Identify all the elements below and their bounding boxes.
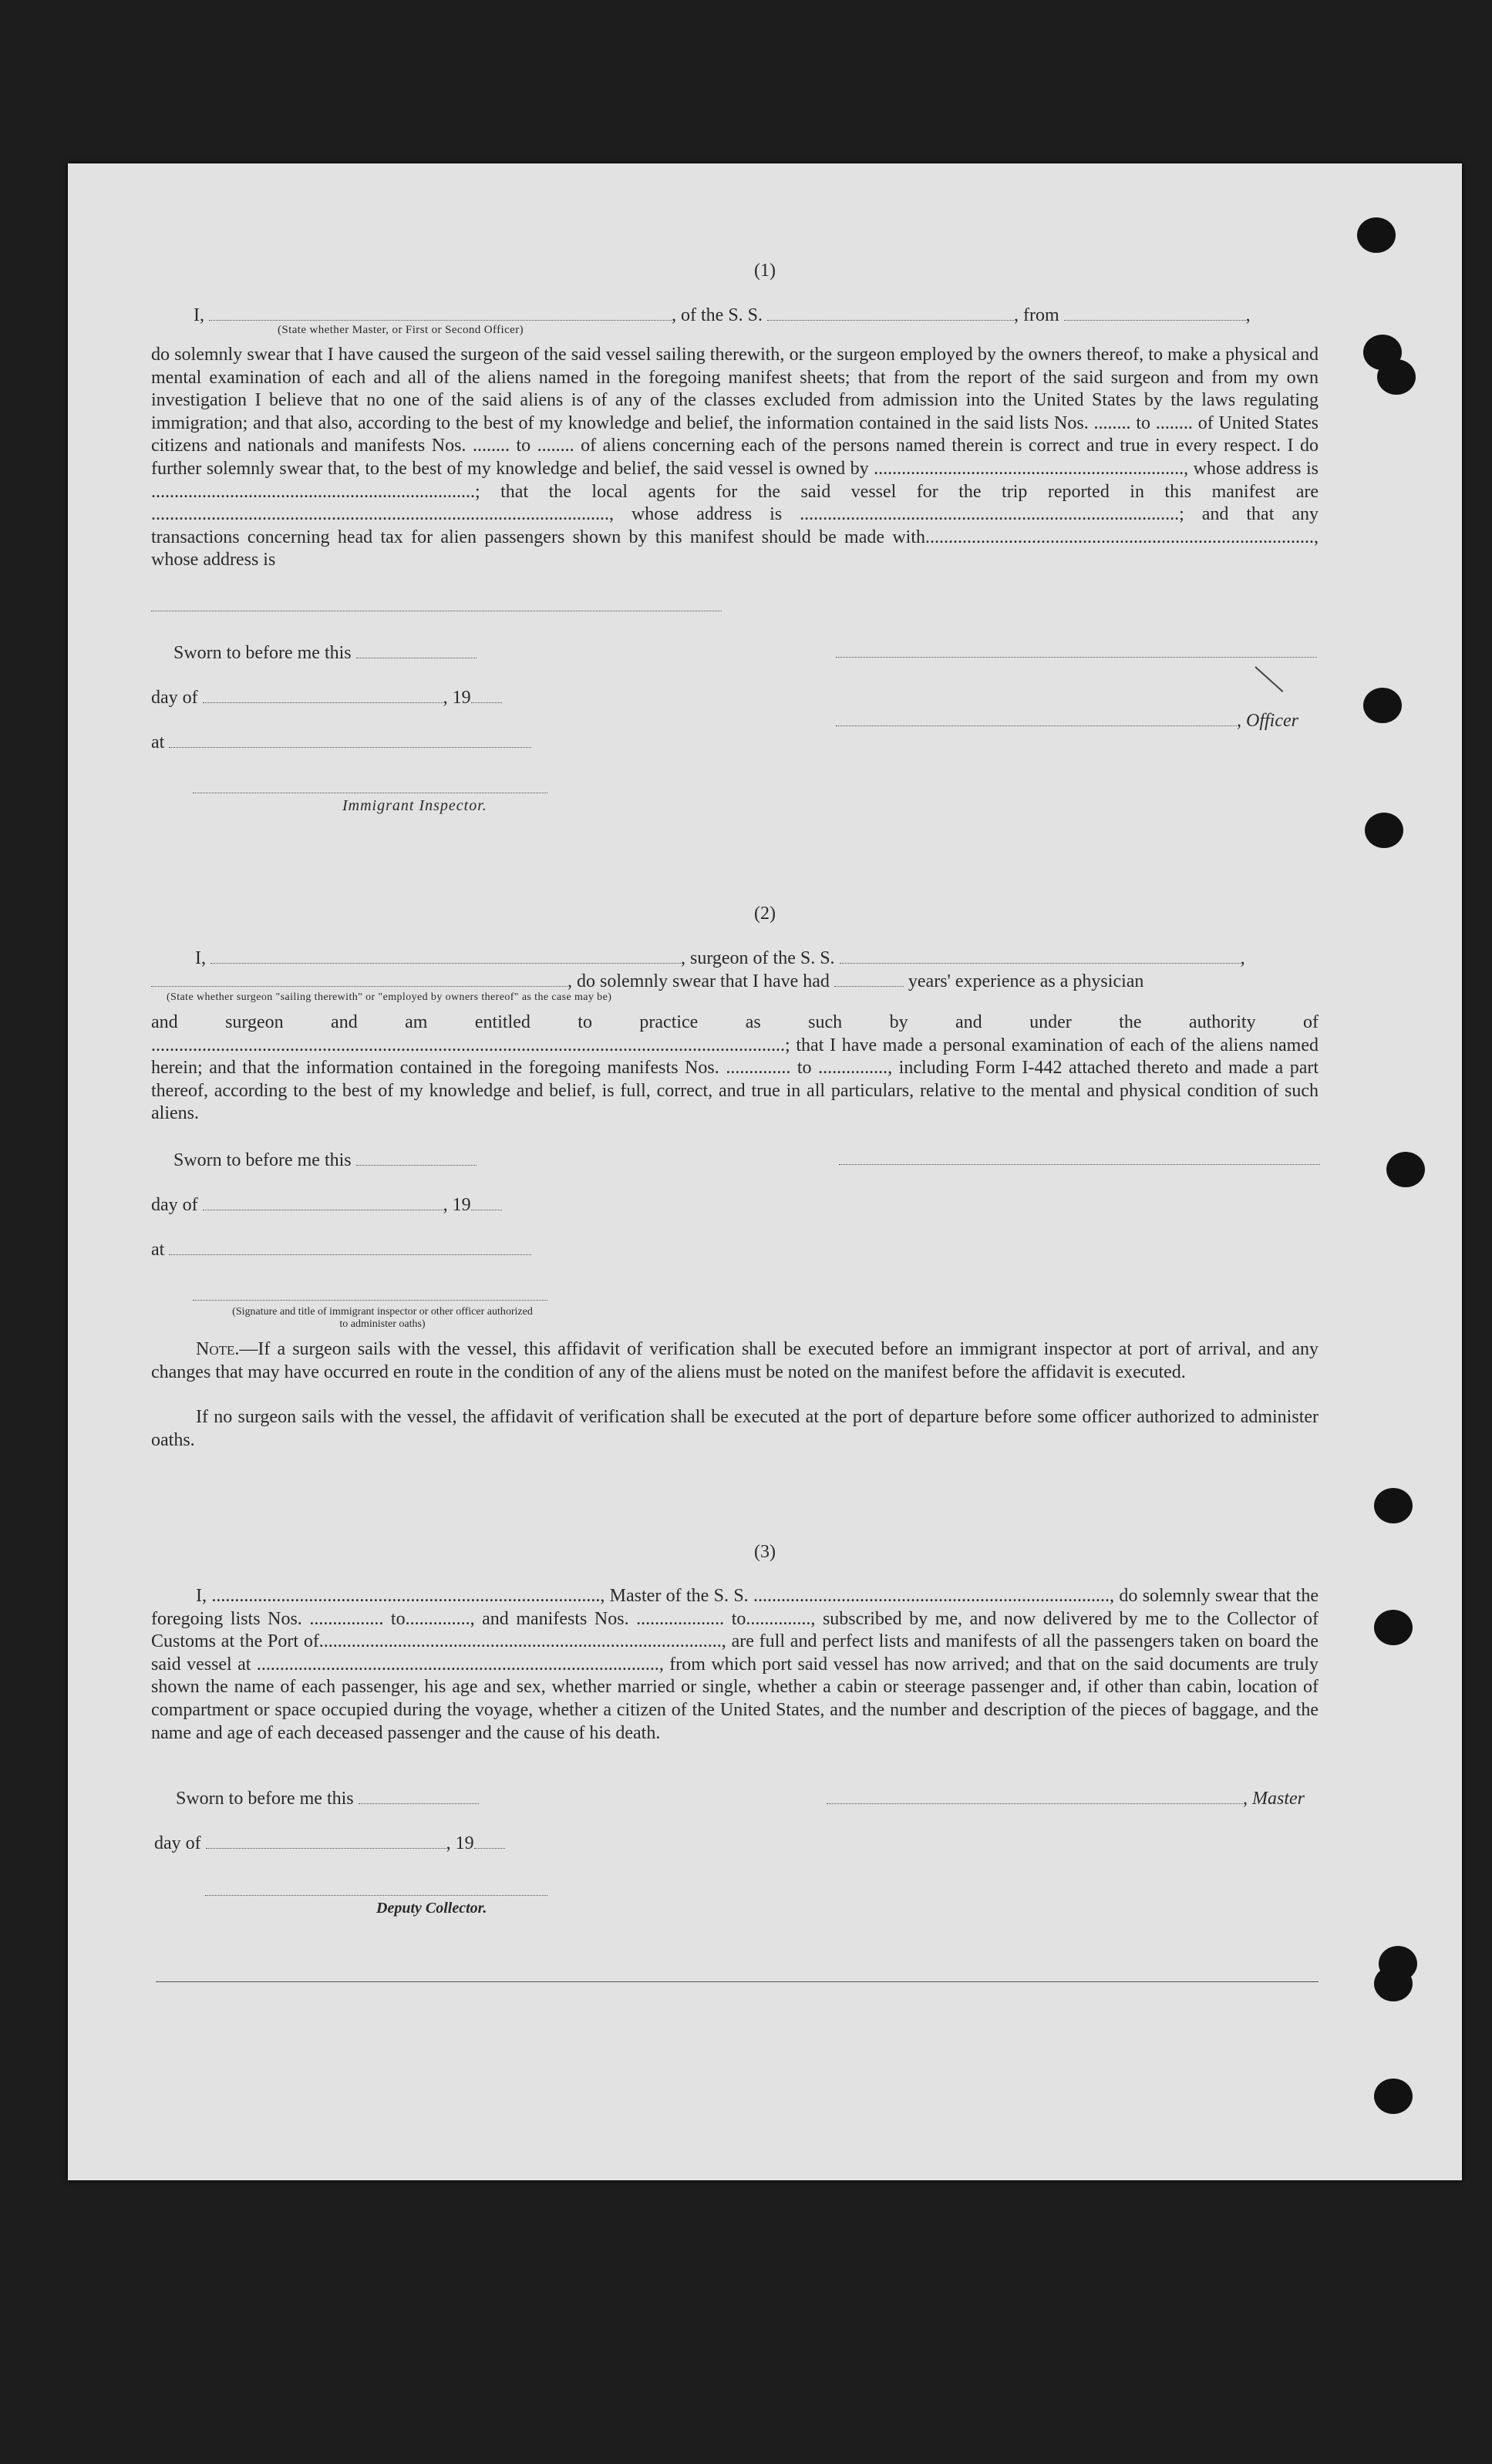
inspector-title: Immigrant Inspector. (342, 797, 487, 814)
day-line-2 (151, 1193, 502, 1217)
manifest-affidavit-page (68, 163, 1462, 2180)
year-prefix: , 19 (443, 688, 471, 708)
note-paragraph-2: If no surgeon sails with the vessel, the affidavit of verification shall be executed at the port of departure before some officer authorized to administer oaths. (151, 1407, 1319, 1450)
intro-i: I, (195, 948, 206, 968)
sworn-label: Sworn to before me this (173, 643, 352, 663)
section-1-number: (1) (754, 261, 776, 281)
sworn-label: Sworn to before me this (173, 1150, 352, 1170)
officer-rank-caption: (State whether Master, or First or Second Officer) (278, 324, 524, 336)
section-1-paragraph: do solemnly swear that I have caused the surgeon of the said vessel sailing therewith, or the surgeon employed by the owners thereof, to make a physical and mental examination of each and all of the aliens named in the foregoing manifest sheets; that from the report of the said surgeon and from my own investigation I believe that no one of the said aliens is of any of the classes excluded from admission into the United States by the laws regulating immigration; and that also, according to the best of my knowledge and belief, the information contained in the said lists Nos. ........ to ........ of United States citizens and nationals and manifests Nos. ........ to ........ of aliens concerning each of the persons named therein is correct and true in every respect. I do further solemnly swear that, to the best of my knowledge and belief, the said vessel is owned by ..................................................................., whose address is ......................................................................; that the local agents for the said vessel for the trip reported in this manifest are ..................................................................................................., whose address is ..................................................................................; and that any transactions concerning head tax for alien passengers shown by this manifest should be made with...................................................................................., whose address is (151, 345, 1319, 571)
section-3-paragraph: I, ...................................................................................., Master of the S. S. ............................................................................., do solemnly swear that the foregoing lists Nos. ................ to.............., and manifests Nos. ................... to.............., subscribed by me, and now delivered by me to the Collector of Customs at the Port of......................................................................................., are full and perfect lists and manifests of all the passengers taken on board the said vessel at ......................................................................................., from which port said vessel has now arrived; and that on the said documents are truly shown the name of each passenger, his age and sex, whether married or single, whether a cabin or steerage passenger and, if other than cabin, location of compartment or space occupied during the voyage, whether a citizen of the United States, and the number and description of the pieces of baggage, and the name and age of each deceased passenger and the cause of his death. (151, 1586, 1319, 1743)
from-label: , from (1014, 305, 1059, 325)
surgeon-signature-line (839, 1164, 1320, 1165)
sworn-date-field (356, 1151, 477, 1166)
officer-signature-row (836, 709, 1298, 732)
punch-hole (1374, 2079, 1413, 2114)
day-of-label: day of (151, 1195, 198, 1215)
sworn-line-3 (176, 1787, 479, 1810)
master-signature-field (827, 1789, 1243, 1804)
section-2-intro-line (195, 947, 1245, 970)
vessel-name-field (840, 949, 1241, 964)
year-field (471, 688, 502, 703)
at-label: at (151, 1240, 165, 1260)
pen-mark (1255, 666, 1283, 692)
note-text-1: —If a surgeon sails with the vessel, this affidavit of verification shall be executed before an immigrant inspector at port of arrival, and any changes that may have occurred en route in the condition of any of the aliens must be noted on the manifest before the affidavit is executed. (151, 1339, 1319, 1382)
note-paragraph-1 (151, 1338, 1319, 1384)
note-label: Note. (196, 1339, 240, 1359)
punch-hole (1374, 1610, 1413, 1645)
collector-title: Deputy Collector. (376, 1900, 487, 1917)
years-label: years' experience as a physician (908, 971, 1144, 991)
punch-hole (1386, 1152, 1425, 1187)
section-2-swear-line (151, 970, 1143, 993)
section-3-number: (3) (754, 1542, 776, 1562)
day-of-label: day of (154, 1833, 201, 1853)
master-signature-row (827, 1787, 1305, 1810)
day-month-field (203, 688, 443, 703)
year-field (471, 1196, 502, 1210)
punch-hole (1374, 1966, 1413, 2001)
sworn-line-1 (173, 641, 477, 665)
punch-hole (1365, 813, 1403, 848)
section-2-number: (2) (754, 904, 776, 924)
sworn-label: Sworn to before me this (176, 1789, 354, 1809)
officer-label: , Officer (1237, 711, 1298, 731)
surgeon-of-label: , surgeon of the S. S. (681, 948, 835, 968)
of-the-ss-label: , of the S. S. (672, 305, 763, 325)
at-label: at (151, 732, 165, 752)
day-line-1 (151, 686, 502, 709)
day-line-3 (154, 1832, 505, 1855)
years-field (834, 972, 904, 987)
sworn-date-field (359, 1789, 479, 1804)
comma: , (1240, 948, 1245, 968)
year-field (474, 1834, 505, 1849)
inspector-signature-caption: (Signature and title of immigrant inspector or other officer authorized to administer oaths) (232, 1306, 533, 1330)
punch-hole (1363, 688, 1402, 723)
day-month-field (206, 1834, 446, 1849)
officer-signature-line-1 (836, 657, 1317, 658)
year-prefix: , 19 (443, 1195, 471, 1215)
place-field (169, 1240, 531, 1255)
surgeon-status-field (151, 972, 567, 987)
vessel-name-field (767, 306, 1014, 321)
punch-hole (1357, 217, 1396, 253)
surgeon-name-field (210, 949, 681, 964)
punch-hole (1374, 1488, 1413, 1523)
officer-signature-field (836, 712, 1237, 726)
day-month-field (203, 1196, 443, 1210)
place-field (169, 733, 531, 748)
intro-i: I, (194, 305, 204, 325)
comma: , (1245, 305, 1251, 325)
day-of-label: day of (151, 688, 198, 708)
sworn-date-field (356, 644, 477, 658)
inspector-signature-line (193, 1300, 547, 1301)
at-line-1 (151, 731, 531, 754)
surgeon-status-caption: (State whether surgeon "sailing therewith" or "employed by owners thereof" as the case may be) (167, 991, 612, 1003)
section-2-paragraph: and surgeon and am entitled to practice as such by and under the authority of .........................................................................................................................................; that I have made a personal examination of each of the aliens named herein; and that the information contained in the foregoing manifests Nos. .............. to ..............., including Form I-442 attached thereto and made a part thereof, according to the best of my knowledge and belief, is full, correct, and true in all particulars, relative to the mental and physical condition of such aliens. (151, 1012, 1319, 1124)
at-line-2 (151, 1238, 531, 1261)
port-from-field (1064, 306, 1246, 321)
collector-signature-line (205, 1895, 547, 1896)
year-prefix: , 19 (446, 1833, 474, 1853)
swear-label: , do solemnly swear that I have had (567, 971, 830, 991)
bottom-rule (156, 1981, 1319, 1982)
sworn-line-2 (173, 1149, 477, 1172)
master-label: , Master (1243, 1789, 1305, 1809)
officer-rank-field (209, 306, 672, 321)
punch-hole (1377, 359, 1416, 395)
